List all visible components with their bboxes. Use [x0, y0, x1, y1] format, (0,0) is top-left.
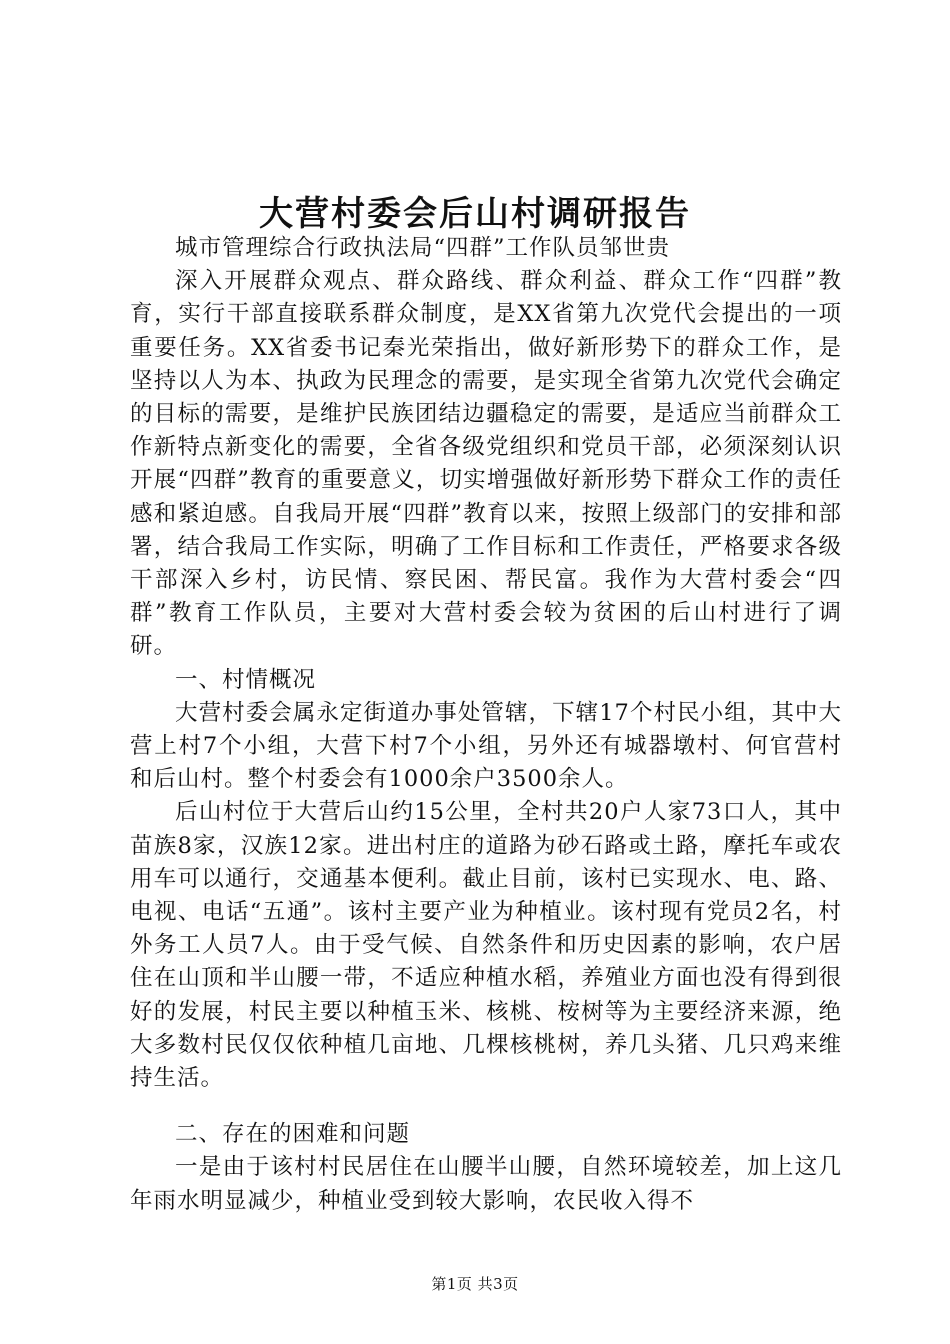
- page-footer: 第1页 共3页: [431, 1275, 519, 1293]
- paragraph-difficulty-one: 一是由于该村村民居住在山腰半山腰，自然环境较差，加上这几年雨水明显减少，种植业受到较大影响，农民收入得不: [130, 1154, 842, 1214]
- paragraph-intro: 深入开展群众观点、群众路线、群众利益、群众工作“四群”教育，实行干部直接联系群众制度，是XX省第九次党代会提出的一项重要任务。XX省委书记秦光荣指出，做好新形势下的群众工作，是坚持以人为本、执政为民理念的需要，是实现全省第九次党代会确定的目标的需要，是维护民族团结边疆稳定的需要，是适应当前群众工作新特点新变化的需要，全省各级党组织和党员干部，必须深刻认识开展“四群”教育的重要意义，切实增强做好新形势下群众工作的责任感和紧迫感。自我局开展“四群”教育以来，按照上级部门的安排和部署，结合我局工作实际，明确了工作目标和工作责任，严格要求各级干部深入乡村，访民情、察民困、帮民富。我作为大营村委会“四群”教育工作队员，主要对大营村委会较为贫困的后山村进行了调研。: [130, 268, 842, 660]
- author-line: 城市管理综合行政执法局“四群”工作队员邹世贵: [175, 235, 671, 261]
- document-title: 大营村委会后山村调研报告: [259, 194, 691, 234]
- section-heading-village-overview: 一、村情概况: [175, 666, 317, 693]
- paragraph-dayingcun: 大营村委会属永定街道办事处管辖，下辖17个村民小组，其中大营上村7个小组，大营下村7个小组，另外还有城器墩村、何官营村和后山村。整个村委会有1000余户3500余人。: [130, 699, 842, 793]
- section-heading-difficulties: 二、存在的困难和问题: [175, 1121, 411, 1148]
- document-body: [130, 232, 842, 1218]
- paragraph-houshancun: 后山村位于大营后山约15公里，全村共20户人家73口人，其中苗族8家，汉族12家。进出村庄的道路为砂石路或土路，摩托车或农用车可以通行，交通基本便利。截止目前，该村已实现水、电、路、电视、电话“五通”。该村主要产业为种植业。该村现有党员2名，村外务工人员7人。由于受气候、自然条件和历史因素的影响，农户居住在山顶和半山腰一带，不适应种植水稻，养殖业方面也没有得到很好的发展，村民主要以种植玉米、核桃、桉树等为主要经济来源，绝大多数村民仅仅依种植几亩地、几棵核桃树，养几头猪、几只鸡来维持生活。: [130, 799, 842, 1092]
